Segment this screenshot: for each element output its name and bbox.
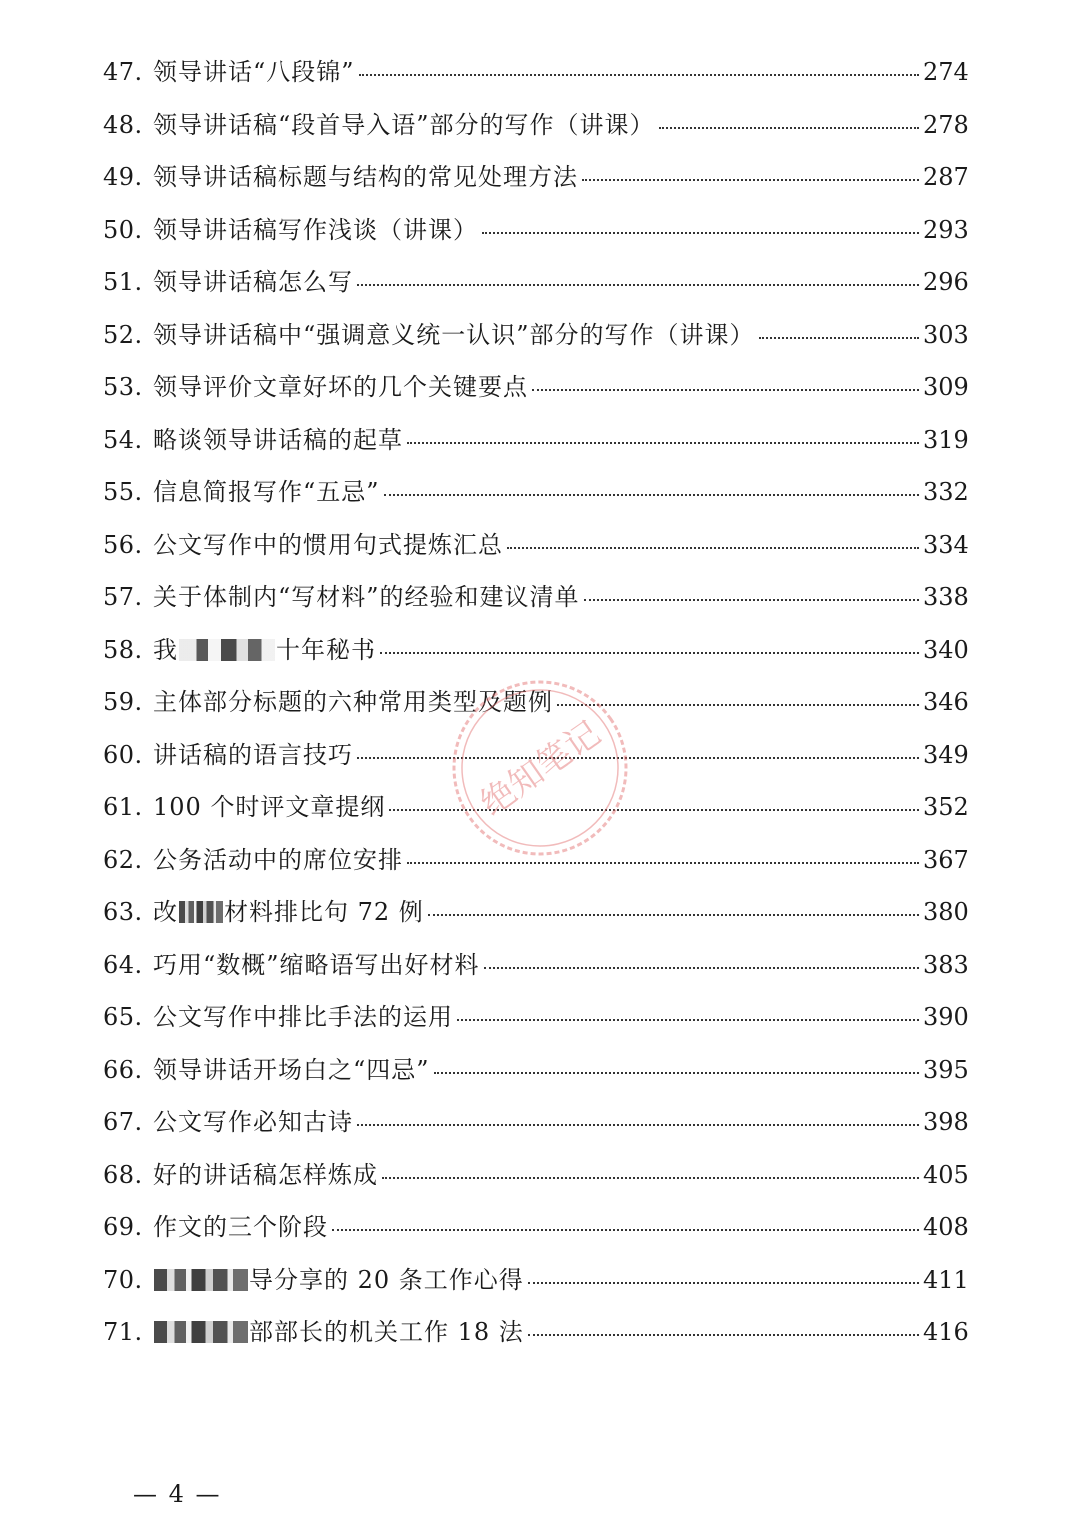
toc-entry[interactable] [103,256,969,309]
toc-number: 47. [103,58,143,86]
toc-number: 71. [103,1318,143,1346]
redacted-text-block [179,901,223,923]
toc-entry[interactable] [103,781,969,834]
toc-entry[interactable] [103,991,969,1044]
dot-leader [528,1334,919,1336]
toc-number: 50. [103,215,143,244]
toc-title-part: 材料排比句 72 例 [224,898,424,926]
dot-leader [428,914,919,916]
toc-title-part: 部部长的机关工作 18 法 [249,1318,524,1346]
toc-title: 领导讲话稿怎么写 [153,268,353,296]
toc-number: 64. [103,950,143,979]
toc-entry[interactable] [103,676,969,729]
toc-page-number: 296 [923,268,969,296]
toc-page-number: 278 [923,110,969,139]
toc-title: 领导讲话稿写作浅谈（讲课） [153,215,478,244]
dot-leader [457,1019,919,1021]
dot-leader [759,337,919,339]
toc-number: 68. [103,1160,143,1189]
toc-title-part: 导分享的 20 条工作心得 [249,1265,524,1294]
toc-entry[interactable] [103,1096,969,1149]
dot-leader [407,442,919,444]
toc-entry[interactable] [103,729,969,782]
dot-leader [382,1177,919,1179]
dot-leader [332,1229,919,1231]
toc-title [153,1306,524,1358]
dot-leader [434,1072,919,1074]
toc-page-number: 416 [923,1318,969,1346]
toc-number: 52. [103,320,143,349]
dot-leader [528,1282,919,1284]
toc-title: 公务活动中的席位安排 [153,845,403,874]
toc-number: 67. [103,1108,143,1136]
toc-number: 57. [103,583,143,611]
toc-number: 70. [103,1265,143,1294]
toc-number: 49. [103,163,143,191]
toc-entry[interactable] [103,624,969,677]
toc-title: 100 个时评文章提纲 [153,793,386,821]
toc-number: 54. [103,425,143,454]
toc-title-part: 我 [153,635,178,664]
toc-entry[interactable] [103,46,969,99]
toc-entry[interactable] [103,1201,969,1254]
redacted-text-block [154,1321,248,1343]
toc-page-number: 340 [923,635,969,664]
toc-number: 63. [103,898,143,926]
toc-entry[interactable] [103,1254,969,1307]
toc-entry[interactable] [103,571,969,624]
toc-title: 领导讲话稿中“强调意义统一认识”部分的写作（讲课） [153,320,755,349]
page-footer [133,1480,222,1508]
toc-number: 58. [103,635,143,664]
toc-page-number: 274 [923,58,969,86]
toc-number: 66. [103,1055,143,1084]
toc-entry[interactable] [103,99,969,152]
toc-title: 讲话稿的语言技巧 [153,740,353,769]
toc-number: 53. [103,373,143,401]
toc-entry[interactable] [103,151,969,204]
toc-entry[interactable] [103,204,969,257]
dot-leader [407,862,919,864]
toc-title: 领导评价文章好坏的几个关键要点 [153,373,528,401]
toc-page-number: 334 [923,530,969,559]
dot-leader [357,1124,919,1126]
toc-title: 领导讲话开场白之“四忌” [153,1055,430,1084]
toc-title: 好的讲话稿怎样炼成 [153,1160,378,1189]
toc-page-number: 395 [923,1055,969,1084]
toc-page-number: 408 [923,1213,969,1241]
dot-leader [384,494,919,496]
dot-leader [532,389,919,391]
dot-leader [484,967,919,969]
toc-entry[interactable] [103,1044,969,1097]
toc-title: 信息简报写作“五忌” [153,478,380,506]
toc-page-number: 411 [923,1265,969,1294]
toc-entry[interactable] [103,361,969,414]
toc-title [153,886,424,938]
toc-page-number: 405 [923,1160,969,1189]
dot-leader [389,809,919,811]
redacted-text-block [179,639,275,661]
toc-page-number: 332 [923,478,969,506]
toc-entry[interactable] [103,1149,969,1202]
dot-leader [584,599,919,601]
toc-entry[interactable] [103,519,969,572]
dot-leader [582,179,919,181]
toc-title: 公文写作中排比手法的运用 [153,1003,453,1031]
toc-page-number: 367 [923,845,969,874]
toc-entry[interactable] [103,309,969,362]
toc-page-number: 352 [923,793,969,821]
toc-title-part: 十年秘书 [276,635,376,664]
toc-entry[interactable] [103,939,969,992]
toc-title: 公文写作必知古诗 [153,1108,353,1136]
toc-number: 69. [103,1213,143,1241]
toc-page-number: 309 [923,373,969,401]
dot-leader [357,757,919,759]
toc-number: 56. [103,530,143,559]
toc-page-number: 380 [923,898,969,926]
toc-entry[interactable] [103,414,969,467]
toc-page-number: 338 [923,583,969,611]
toc-entry[interactable] [103,834,969,887]
dot-leader [380,652,919,654]
toc-number: 61. [103,793,143,821]
dot-leader [357,284,919,286]
toc-number: 62. [103,845,143,874]
toc-page-number: 319 [923,425,969,454]
toc-page-number: 303 [923,320,969,349]
toc-title: 领导讲话“八段锦” [153,58,355,86]
toc-title: 关于体制内“写材料”的经验和建议清单 [153,583,580,611]
dot-leader [659,127,919,129]
toc-entry[interactable] [103,466,969,519]
toc-title: 领导讲话稿标题与结构的常见处理方法 [153,163,578,191]
toc-page-number: 383 [923,950,969,979]
dot-leader [482,232,919,234]
toc-page-number: 398 [923,1108,969,1136]
toc-title-part: 改 [153,898,178,926]
toc-number: 55. [103,478,143,506]
toc-title: 主体部分标题的六种常用类型及题例 [153,688,553,716]
toc-title: 略谈领导讲话稿的起草 [153,425,403,454]
toc-title: 公文写作中的惯用句式提炼汇总 [153,530,503,559]
dot-leader [359,74,919,76]
toc-title [153,624,376,676]
table-of-contents [103,46,969,1359]
redacted-text-block [154,1269,248,1291]
toc-number: 48. [103,110,143,139]
toc-title: 巧用“数概”缩略语写出好材料 [153,950,480,979]
toc-number: 51. [103,268,143,296]
toc-entry[interactable] [103,886,969,939]
svg-text:绝知笔记: 绝知笔记 [473,713,608,825]
toc-page-number: 346 [923,688,969,716]
dot-leader [557,704,919,706]
footer-page-number: — 4 — [133,1480,222,1508]
toc-title: 领导讲话稿“段首导入语”部分的写作（讲课） [153,110,655,139]
toc-page-number: 287 [923,163,969,191]
toc-title [153,1254,524,1306]
toc-page-number: 349 [923,740,969,769]
toc-entry[interactable] [103,1306,969,1359]
toc-title: 作文的三个阶段 [153,1213,328,1241]
toc-number: 65. [103,1003,143,1031]
toc-page-number: 293 [923,215,969,244]
toc-number: 60. [103,740,143,769]
toc-page-number: 390 [923,1003,969,1031]
toc-number: 59. [103,688,143,716]
dot-leader [507,547,919,549]
